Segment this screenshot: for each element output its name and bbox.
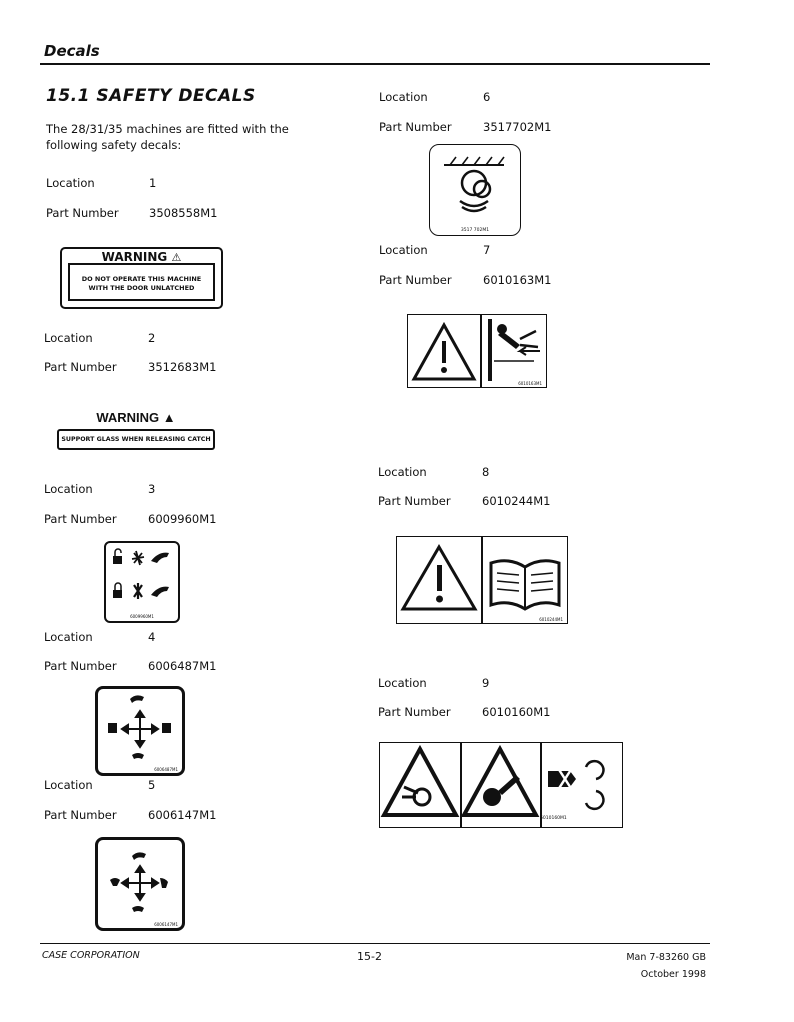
- part-number-value: 6010160M1: [482, 705, 551, 719]
- decal-read-manual: [396, 536, 568, 624]
- decal-lock-pictogram: [104, 541, 180, 623]
- location-label: Location: [379, 90, 428, 104]
- location-value: 4: [148, 630, 156, 644]
- decal-text-line: SUPPORT GLASS WHEN RELEASING CATCH: [61, 436, 211, 443]
- decal-code: 6010244M1: [539, 617, 563, 622]
- warning-triangle-icon: ▲: [162, 410, 176, 425]
- footer-page-number: 15-2: [357, 950, 382, 963]
- part-number-value: 6006487M1: [148, 659, 217, 673]
- lock-spray-icon: [106, 543, 178, 613]
- section-header: Decals: [44, 42, 100, 60]
- part-number-value: 6009960M1: [148, 512, 217, 526]
- rotating-parts-icon: [380, 743, 622, 827]
- footer-rule: [40, 943, 710, 944]
- decal-code: 6010160M1: [540, 816, 567, 821]
- part-number-label: Part Number: [44, 512, 117, 526]
- decal-text-line: DO NOT OPERATE THIS MACHINE: [81, 275, 202, 283]
- part-number-label: Part Number: [379, 120, 452, 134]
- joystick-pattern-icon: [98, 840, 182, 920]
- decal-hook-pictogram: [429, 144, 521, 236]
- hanging-hook-icon: [430, 145, 520, 225]
- decal-code: 6010163M1: [518, 381, 542, 386]
- location-value: 6: [483, 90, 491, 104]
- location-value: 2: [148, 331, 156, 345]
- location-value: 1: [149, 176, 157, 190]
- location-label: Location: [46, 176, 95, 190]
- decal-glass-warning-title: [57, 410, 215, 425]
- part-number-label: Part Number: [46, 206, 119, 220]
- location-value: 8: [482, 465, 490, 479]
- location-label: Location: [44, 778, 93, 792]
- part-number-label: Part Number: [378, 494, 451, 508]
- decal-rotating-parts: [379, 742, 623, 828]
- intro-text: The 28/31/35 machines are fitted with the following safety decals:: [46, 122, 289, 152]
- location-value: 9: [482, 676, 490, 690]
- decal-code: 6006487M1: [154, 767, 178, 772]
- part-number-label: Part Number: [44, 808, 117, 822]
- part-number-value: 6006147M1: [148, 808, 217, 822]
- location-label: Location: [378, 676, 427, 690]
- decal-ejection-warning: [407, 314, 547, 388]
- decal-code: 6006147M1: [154, 922, 178, 927]
- part-number-value: 3517702M1: [483, 120, 552, 134]
- section-title: 15.1 SAFETY DECALS: [46, 86, 256, 106]
- header-rule: [40, 63, 710, 65]
- decal-warning-door: [60, 247, 223, 309]
- footer-date: October 1998: [640, 969, 706, 980]
- footer-company: CASE CORPORATION: [42, 950, 140, 961]
- part-number-label: Part Number: [379, 273, 452, 287]
- decal-control-pattern-b: [95, 837, 185, 931]
- location-label: Location: [44, 630, 93, 644]
- location-label: Location: [44, 482, 93, 496]
- joystick-pattern-icon: [98, 689, 182, 767]
- location-value: 5: [148, 778, 156, 792]
- warning-ejection-icon: [408, 315, 546, 387]
- part-number-value: 3512683M1: [148, 360, 217, 374]
- part-number-value: 6010163M1: [483, 273, 552, 287]
- warning-triangle-icon: ⚠: [171, 251, 182, 264]
- location-label: Location: [378, 465, 427, 479]
- decal-text-line: WITH THE DOOR UNLATCHED: [88, 284, 195, 292]
- decal-code: 3517 702M1: [460, 228, 490, 233]
- location-label: Location: [379, 243, 428, 257]
- decal-control-pattern-a: [95, 686, 185, 776]
- part-number-label: Part Number: [44, 659, 117, 673]
- part-number-label: Part Number: [44, 360, 117, 374]
- location-value: 3: [148, 482, 156, 496]
- location-label: Location: [44, 331, 93, 345]
- decal-warning-title: WARNING: [101, 250, 168, 264]
- part-number-value: 3508558M1: [149, 206, 218, 220]
- footer-manual-number: Man 7-83260 GB: [626, 952, 706, 963]
- decal-warning-title: WARNING: [96, 410, 160, 425]
- part-number-value: 6010244M1: [482, 494, 551, 508]
- decal-code: 6009960M1: [130, 614, 154, 619]
- location-value: 7: [483, 243, 491, 257]
- part-number-label: Part Number: [378, 705, 451, 719]
- decal-glass-text-box: [57, 429, 215, 450]
